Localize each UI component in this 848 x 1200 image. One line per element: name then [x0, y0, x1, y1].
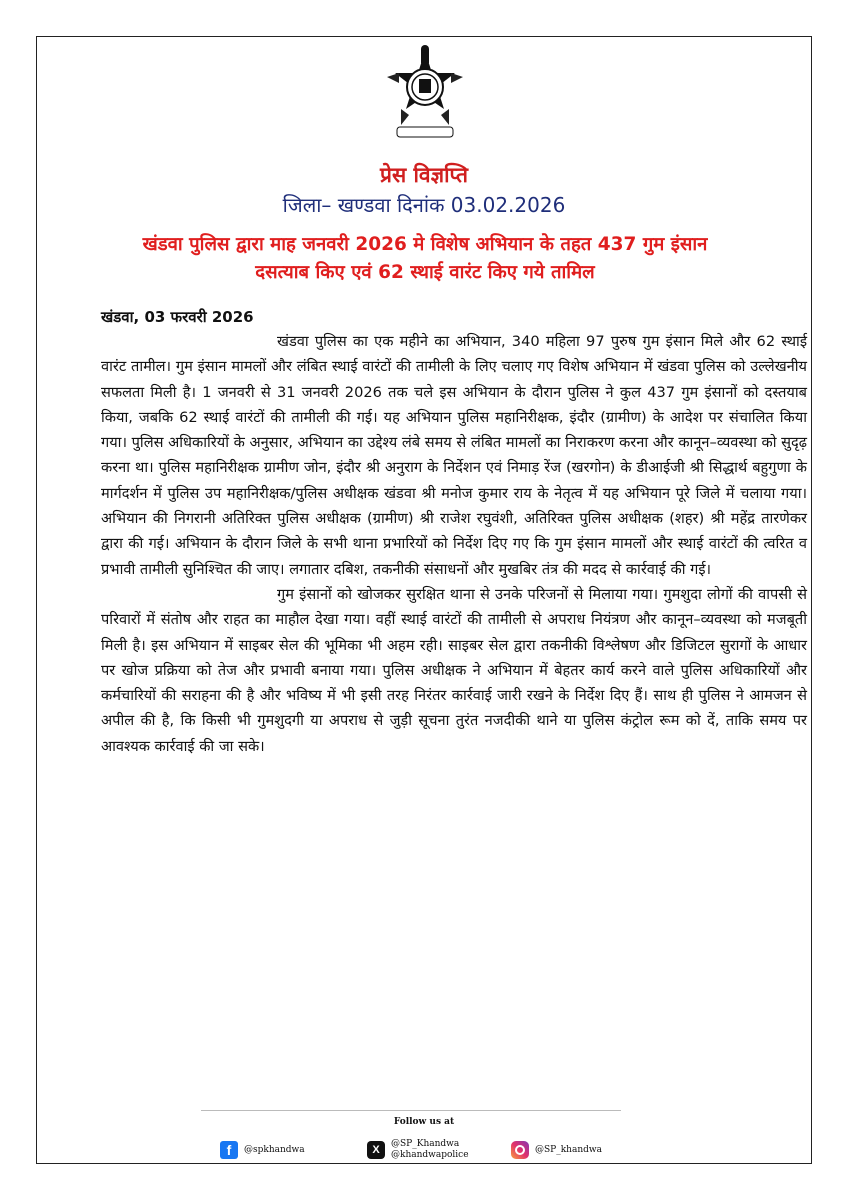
headline-line-2: दसत्याब किए एवं 62 स्थाई वारंट किए गये तामिल — [255, 262, 595, 283]
follow-us-label: Follow us at — [393, 1117, 455, 1127]
district-date-line: जिला– खण्डवा दिनांक 03.02.2026 — [282, 193, 566, 217]
headline-line-1: खंडवा पुलिस द्वारा माह जनवरी 2026 मे विशेष अभियान के तहत 437 गुम इंसान — [142, 234, 708, 255]
facebook-icon: f — [220, 1141, 238, 1159]
press-release-title: प्रेस विज्ञप्ति — [380, 163, 468, 187]
facebook-link[interactable] — [220, 1135, 305, 1165]
paragraph: खंडवा पुलिस का एक महीने का अभियान, 340 महिला 97 पुरुष गुम इंसान मिले और 62 स्थाई वारंट तामील। गुम इंसान मामलों और लंबित स्थाई वारंटों की तामीली के लिए चलाए गए विशेष अभियान में खंडवा पुलिस को उल्लेखनीय सफलता मिली है। 1 जनवरी से 31 जनवरी 2026 तक चले इस अभियान के दौरान पुलिस ने कुल 437 गुम इंसानों को दस्तयाब किया, जबकि 62 स्थाई वारंटों की तामीली की गई। यह अभियान पुलिस महानिरीक्षक, इंदौर (ग्रामीण) के आदेश पर संचालित किया गया। पुलिस अधिकारियों के अनुसार, अभियान का उद्देश्य लंबे समय से लंबित मामलों का निराकरण करना और कानून–व्यवस्था को सुदृढ़ करना था। पुलिस महानिरीक्षक ग्रामीण जोन, इंदौर श्री अनुराग के निर्देशन एवं निमाड़ रेंज (खरगोन) के डीआईजी श्री सिद्धार्थ बहुगुणा के मार्गदर्शन में पुलिस उप महानिरीक्षक/पुलिस अधीक्षक खंडवा श्री मनोज कुमार राय के नेतृत्व में यह अभियान पूरे जिले में चलाया गया। अभियान की निगरानी अतिरिक्त पुलिस अधीक्षक (ग्रामीण) श्री राजेश रघुवंशी, अतिरिक्त पुलिस अधीक्षक (शहर) श्री महेंद्र तारणेकर द्वारा की गई। अभियान के दौरान जिले के सभी थाना प्रभारियों को निर्देश दिए गए कि गुम इंसान मामलों और स्थाई वारंटों की त्वरित व प्रभावी तामीली सुनिश्चित की जाए। लगातार दबिश, तकनीकी संसाधनों और मुखबिर तंत्र की मदद से कार्रवाई की गई। — [101, 333, 807, 578]
press-release-page — [36, 36, 812, 1164]
dateline: खंडवा, 03 फरवरी 2026 — [101, 308, 254, 326]
x-link[interactable] — [367, 1135, 469, 1165]
instagram-handle: @SP_khandwa — [535, 1145, 602, 1155]
x-handle-primary: @SP_Khandwa — [391, 1139, 460, 1149]
x-handles — [391, 1139, 469, 1161]
instagram-link[interactable] — [511, 1135, 602, 1165]
facebook-handle: @spkhandwa — [244, 1145, 305, 1155]
footer-divider — [201, 1110, 621, 1111]
headline — [57, 231, 793, 287]
x-handle-secondary: @khandwapolice — [391, 1150, 469, 1160]
body-text — [101, 329, 807, 759]
paragraph: गुम इंसानों को खोजकर सुरक्षित थाना से उनके परिजनों से मिलाया गया। गुमशुदा लोगों की वापसी से परिवारों में संतोष और राहत का माहौल देखा गया। वहीं स्थाई वारंटों की तामीली से अपराध नियंत्रण और कानून–व्यवस्था को मजबूती मिली है। इस अभियान में साइबर सेल की भूमिका भी अहम रही। साइबर सेल द्वारा तकनीकी विश्लेषण और डिजिटल सुरागों के आधार पर खोज प्रक्रिया को तेज और प्रभावी बनाया गया। पुलिस अधीक्षक ने अभियान में बेहतर कार्य करने वाले पुलिस अधिकारियों और कर्मचारियों की सराहना की है और भविष्य में भी इसी तरह निरंतर कार्रवाई जारी रखने के निर्देश दिए हैं। साथ ही पुलिस ने आमजन से अपील की है, कि किसी भी गुमशुदगी या अपराध से जुड़ी सूचना तुरंत नजदीकी थाने या पुलिस कंट्रोल रूम को दें, ताकि समय पर आवश्यक कार्रवाई की जा सके। — [101, 585, 807, 755]
instagram-icon — [511, 1141, 529, 1159]
mp-police-emblem-icon — [383, 43, 467, 147]
x-icon: X — [367, 1141, 385, 1159]
